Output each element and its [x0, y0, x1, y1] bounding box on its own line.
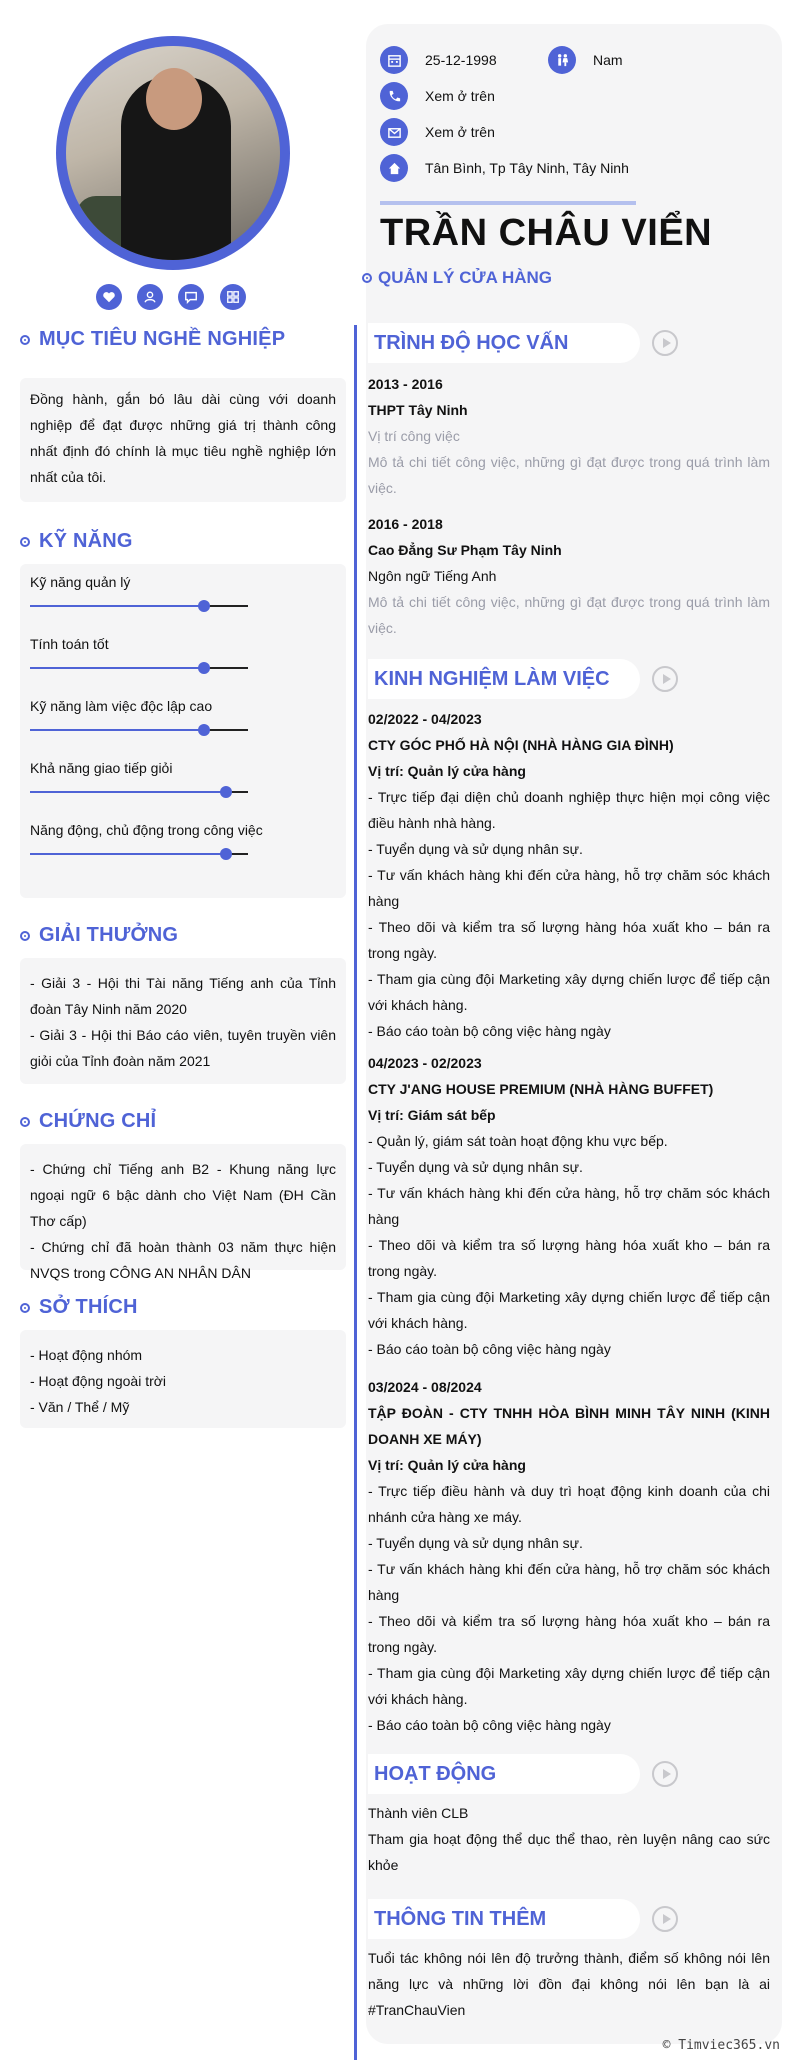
- awards-heading: GIẢI THƯỞNG: [20, 924, 178, 947]
- gender-value: Nam: [593, 52, 623, 68]
- hobbies-card: [20, 1330, 346, 1428]
- calendar-icon: [380, 46, 408, 74]
- birthday-row: [380, 46, 497, 74]
- activity-line: Thành viên CLB: [368, 1805, 469, 1821]
- education-school: Cao Đẳng Sư Phạm Tây Ninh: [368, 542, 562, 558]
- experience-line: - Theo dõi và kiểm tra số lượng hàng hóa xuất kho – bán ra trong ngày.: [368, 1237, 770, 1279]
- education-desc: Mô tả chi tiết công việc, những gì đạt được trong quá trình làm việc.: [368, 454, 770, 496]
- experience-line: - Tham gia cùng đội Marketing xây dựng chiến lược để tiếp cận với khách hàng.: [368, 1665, 770, 1707]
- certificate-item: - Chứng chỉ đã hoàn thành 03 năm thực hiện NVQS trong CÔNG AN NHÂN DÂN: [30, 1239, 336, 1281]
- skill-level-rest: [204, 605, 248, 607]
- skill-slider[interactable]: [30, 853, 248, 855]
- experience-line: - Báo cáo toàn bộ công việc hàng ngày: [368, 1717, 611, 1733]
- extra-info-text: Tuổi tác không nói lên độ trưởng thành, điểm số không nói lên năng lực và những lời đồn đại không nói lên bạn là ai #TranChauVien: [368, 1950, 770, 2018]
- experience-line: - Quản lý, giám sát toàn hoạt động khu vực bếp.: [368, 1133, 668, 1149]
- job-title: QUẢN LÝ CỬA HÀNG: [362, 268, 552, 288]
- bullet-icon: [362, 273, 372, 283]
- skill-slider[interactable]: [30, 729, 248, 731]
- objective-heading: MỤC TIÊU NGHỀ NGHIỆP: [20, 328, 285, 351]
- education-period: 2013 - 2016: [368, 376, 443, 392]
- bullet-icon: [20, 931, 30, 941]
- bullet-icon: [20, 537, 30, 547]
- footer-watermark: © Timviec365.vn: [662, 2038, 780, 2053]
- skills-heading: KỸ NĂNG: [20, 530, 133, 553]
- activities-heading: HOẠT ĐỘNG: [368, 1754, 640, 1794]
- experience-line: - Tham gia cùng đội Marketing xây dựng chiến lược để tiếp cận với khách hàng.: [368, 971, 770, 1013]
- experience-line: - Trực tiếp đại diện chủ doanh nghiệp thực hiện mọi công việc điều hành nhà hàng.: [368, 789, 770, 831]
- skill-level-fill: [30, 791, 226, 793]
- experience-line: - Tuyển dụng và sử dụng nhân sự.: [368, 1535, 583, 1551]
- activity-line: Tham gia hoạt động thể dục thể thao, rèn luyện nâng cao sức khỏe: [368, 1831, 770, 1873]
- experience-line: - Tư vấn khách hàng khi đến cửa hàng, hỗ trợ chăm sóc khách hàng: [368, 1185, 770, 1227]
- phone-icon: [380, 82, 408, 110]
- hobbies-heading: SỞ THÍCH: [20, 1296, 138, 1319]
- experience-entry: [368, 706, 770, 1044]
- address-value: Tân Bình, Tp Tây Ninh, Tây Ninh: [425, 160, 629, 176]
- address-row: [380, 154, 629, 182]
- chat-icon[interactable]: [178, 284, 204, 310]
- mail-icon: [380, 118, 408, 146]
- avatar-photo: [66, 46, 280, 260]
- play-icon[interactable]: [652, 1761, 678, 1787]
- experience-line: - Báo cáo toàn bộ công việc hàng ngày: [368, 1341, 611, 1357]
- experience-period: 02/2022 - 04/2023: [368, 711, 482, 727]
- phone-value: Xem ở trên: [425, 88, 495, 104]
- experience-company: CTY GÓC PHỐ HÀ NỘI (NHÀ HÀNG GIA ĐÌNH): [368, 737, 674, 753]
- education-entry: [368, 371, 770, 501]
- experience-line: - Báo cáo toàn bộ công việc hàng ngày: [368, 1023, 611, 1039]
- gender-row: [548, 46, 623, 74]
- experience-company: CTY J'ANG HOUSE PREMIUM (NHÀ HÀNG BUFFET): [368, 1081, 714, 1097]
- objective-card: [20, 378, 346, 502]
- experience-role: Vị trí: Giám sát bếp: [368, 1107, 496, 1123]
- apps-icon[interactable]: [220, 284, 246, 310]
- bullet-icon: [20, 1303, 30, 1313]
- certificates-heading: CHỨNG CHỈ: [20, 1110, 156, 1133]
- objective-text: Đồng hành, gắn bó lâu dài cùng với doanh nghiệp để đạt được những giá trị thành công nhất định đó chính là mục tiêu nghề nghiệp lớn nhất của tôi.: [30, 391, 336, 485]
- skill-slider[interactable]: [30, 791, 248, 793]
- skill-slider[interactable]: [30, 605, 248, 607]
- education-period: 2016 - 2018: [368, 516, 443, 532]
- skill-slider[interactable]: [30, 667, 248, 669]
- experience-role: Vị trí: Quản lý cửa hàng: [368, 763, 526, 779]
- skill-level-fill: [30, 853, 226, 855]
- skill-level-rest: [204, 729, 248, 731]
- certificates-card: [20, 1144, 346, 1281]
- timeline-divider: [354, 325, 357, 2060]
- skill-label: Năng động, chủ động trong công việc: [30, 822, 263, 838]
- experience-line: - Tham gia cùng đội Marketing xây dựng chiến lược để tiếp cận với khách hàng.: [368, 1289, 770, 1331]
- play-icon[interactable]: [652, 1906, 678, 1932]
- bullet-icon: [20, 1117, 30, 1127]
- bullet-icon: [20, 335, 30, 345]
- awards-card: [20, 958, 346, 1084]
- award-item: - Giải 3 - Hội thi Báo cáo viên, tuyên truyền viên giỏi của Tỉnh đoàn năm 2021: [30, 1027, 336, 1069]
- hobby-item: - Hoạt động ngoài trời: [30, 1373, 167, 1389]
- experience-line: - Trực tiếp điều hành và duy trì hoạt động kinh doanh của chi nhánh cửa hàng xe máy.: [368, 1483, 770, 1525]
- activities-block: [368, 1800, 770, 1878]
- avatar: [56, 36, 290, 270]
- birthday-value: 25-12-1998: [425, 52, 497, 68]
- candidate-name: TRẦN CHÂU VIỂN: [380, 212, 713, 254]
- skills-card: [20, 564, 346, 898]
- experience-entry: [368, 1050, 770, 1362]
- extra-info-heading: THÔNG TIN THÊM: [368, 1899, 640, 1939]
- experience-line: - Tư vấn khách hàng khi đến cửa hàng, hỗ trợ chăm sóc khách hàng: [368, 1561, 770, 1603]
- skill-label: Tính toán tốt: [30, 636, 109, 652]
- experience-line: - Tuyển dụng và sử dụng nhân sự.: [368, 841, 583, 857]
- certificate-item: - Chứng chỉ Tiếng anh B2 - Khung năng lực ngoại ngữ 6 bậc dành cho Việt Nam (ĐH Cần Thơ cấp): [30, 1161, 336, 1229]
- award-item: - Giải 3 - Hội thi Tài năng Tiếng anh của Tỉnh đoàn Tây Ninh năm 2020: [30, 975, 336, 1017]
- phone-row: [380, 82, 495, 110]
- experience-line: - Tuyển dụng và sử dụng nhân sự.: [368, 1159, 583, 1175]
- experience-entry: [368, 1374, 770, 1738]
- heart-icon[interactable]: [96, 284, 122, 310]
- accent-bar: [380, 201, 636, 205]
- experience-company: TẬP ĐOÀN - CTY TNHH HÒA BÌNH MINH TÂY NINH (KINH DOANH XE MÁY): [368, 1405, 770, 1447]
- hobby-item: - Hoạt động nhóm: [30, 1347, 143, 1363]
- extra-info-block: [368, 1945, 770, 2023]
- home-icon: [380, 154, 408, 182]
- education-position: Vị trí công việc: [368, 428, 460, 444]
- experience-line: - Theo dõi và kiểm tra số lượng hàng hóa xuất kho – bán ra trong ngày.: [368, 919, 770, 961]
- skill-level-fill: [30, 605, 204, 607]
- skill-level-fill: [30, 667, 204, 669]
- email-value: Xem ở trên: [425, 124, 495, 140]
- skill-label: Kỹ năng quản lý: [30, 574, 131, 590]
- skill-label: Khả năng giao tiếp giỏi: [30, 760, 173, 776]
- face-shape: [146, 68, 202, 130]
- skill-level-fill: [30, 729, 204, 731]
- gender-icon: [548, 46, 576, 74]
- education-heading: TRÌNH ĐỘ HỌC VẤN: [368, 323, 640, 363]
- education-school: THPT Tây Ninh: [368, 402, 468, 418]
- hobby-item: - Văn / Thể / Mỹ: [30, 1399, 130, 1415]
- experience-period: 04/2023 - 02/2023: [368, 1055, 482, 1071]
- experience-heading: KINH NGHIỆM LÀM VIỆC: [368, 659, 640, 699]
- education-entry: [368, 511, 770, 641]
- play-icon[interactable]: [652, 666, 678, 692]
- user-icon[interactable]: [137, 284, 163, 310]
- skill-label: Kỹ năng làm việc độc lập cao: [30, 698, 213, 714]
- email-row: [380, 118, 495, 146]
- play-icon[interactable]: [652, 330, 678, 356]
- experience-period: 03/2024 - 08/2024: [368, 1379, 482, 1395]
- skill-level-rest: [204, 667, 248, 669]
- education-desc: Mô tả chi tiết công việc, những gì đạt được trong quá trình làm việc.: [368, 594, 770, 636]
- experience-line: - Tư vấn khách hàng khi đến cửa hàng, hỗ trợ chăm sóc khách hàng: [368, 867, 770, 909]
- experience-role: Vị trí: Quản lý cửa hàng: [368, 1457, 526, 1473]
- experience-line: - Theo dõi và kiểm tra số lượng hàng hóa xuất kho – bán ra trong ngày.: [368, 1613, 770, 1655]
- education-position: Ngôn ngữ Tiếng Anh: [368, 568, 497, 584]
